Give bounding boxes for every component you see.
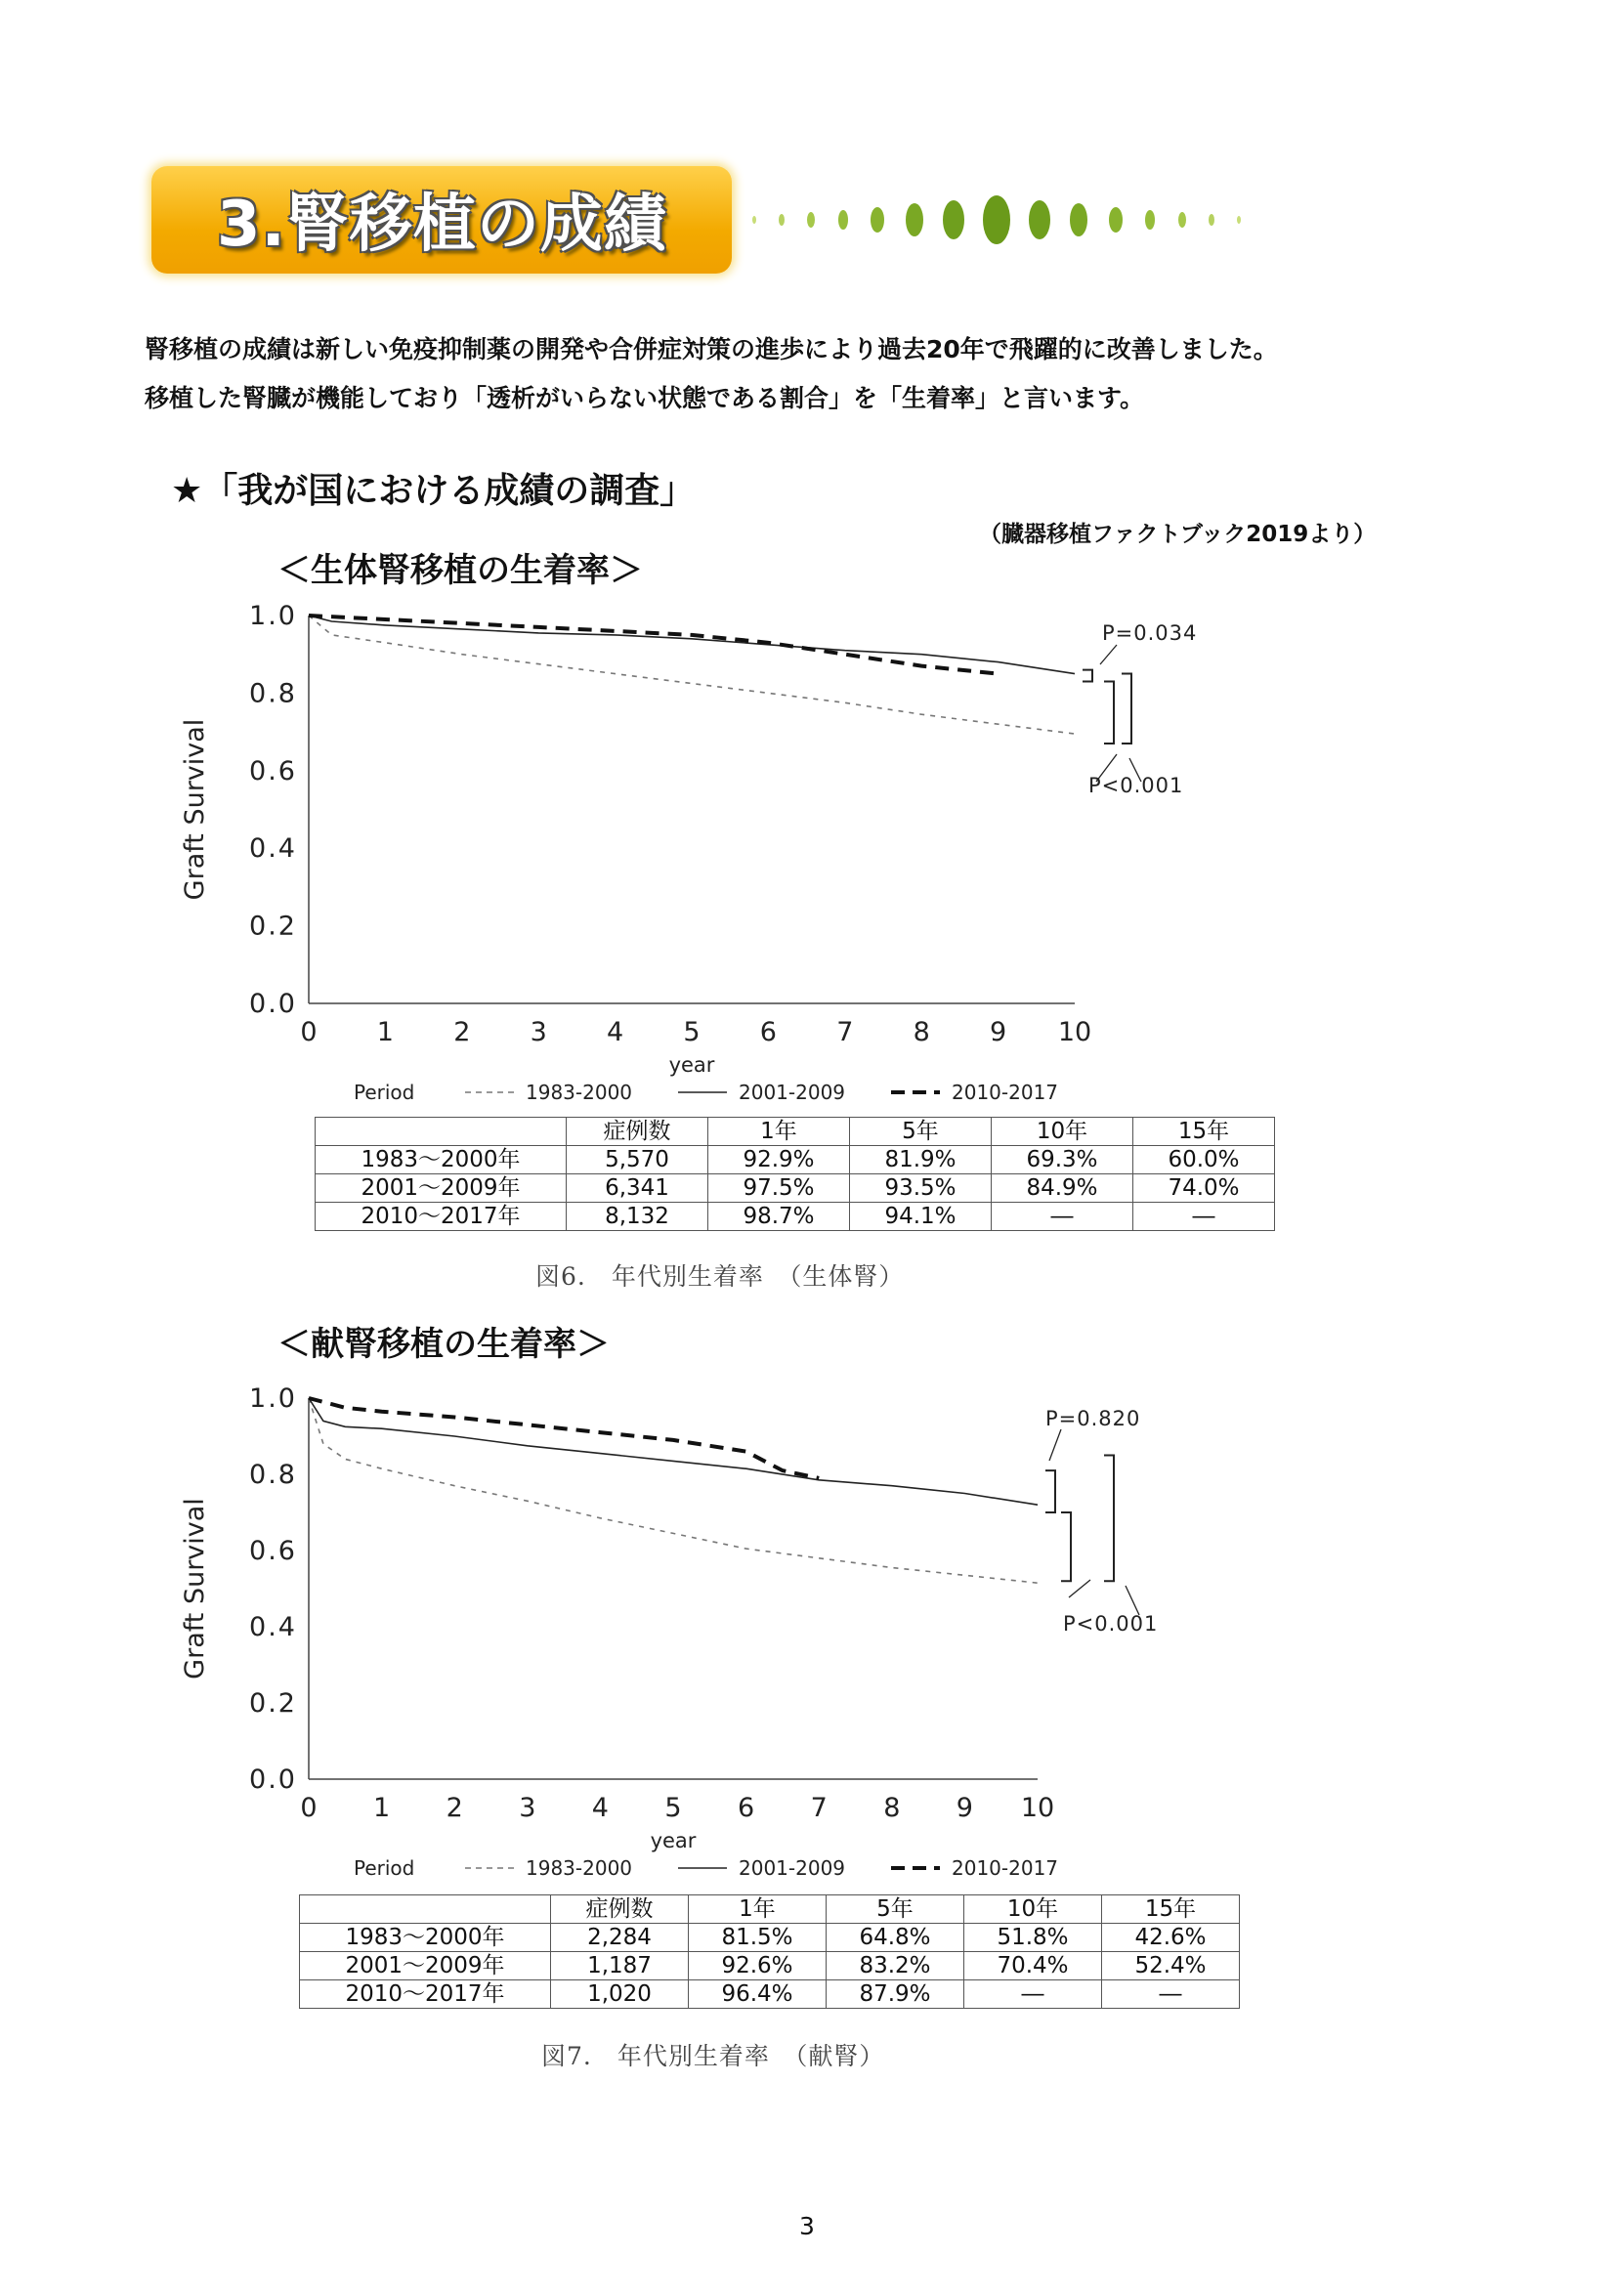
x-tick-label: 7 <box>810 1793 828 1823</box>
table-cell: 2001～2009年 <box>316 1174 567 1203</box>
p-value-label: P=0.034 <box>1102 621 1198 645</box>
x-axis-label: year <box>650 1829 697 1852</box>
table-header-cell: 1年 <box>708 1118 850 1146</box>
table-cell: 81.5% <box>689 1924 827 1952</box>
bracket-p3 <box>1104 1456 1114 1582</box>
x-axis-label: year <box>668 1053 715 1077</box>
series-line-2001-2009 <box>309 616 1075 674</box>
x-tick-label: 1 <box>376 1017 394 1047</box>
table-row <box>300 1952 1240 1980</box>
x-tick-label: 3 <box>519 1793 536 1823</box>
p-value-label: P<0.001 <box>1063 1612 1159 1636</box>
survey-heading: ★「我が国における成績の調査」 <box>171 471 696 511</box>
p-arrow <box>1126 1586 1139 1615</box>
table-cell: 84.9% <box>992 1174 1133 1203</box>
x-tick-label: 5 <box>664 1793 682 1823</box>
table-cell: 96.4% <box>689 1980 827 2009</box>
fig6-title: ＜生体腎移植の生着率＞ <box>277 551 643 590</box>
y-tick-label: 1.0 <box>249 601 297 631</box>
x-tick-label: 7 <box>836 1017 854 1047</box>
source-note: （臓器移植ファクトブック2019より） <box>979 522 1377 547</box>
x-tick-label: 8 <box>883 1793 901 1823</box>
section-title: 3.腎移植の成績 <box>217 189 667 261</box>
table-header-row <box>316 1118 1275 1146</box>
table-cell: 98.7% <box>708 1203 850 1231</box>
fig7-chart <box>156 1363 1426 1900</box>
x-tick-label: 4 <box>607 1017 624 1047</box>
x-tick-label: 8 <box>913 1017 930 1047</box>
table-row <box>316 1146 1275 1174</box>
legend-title: Period <box>354 1856 415 1880</box>
fig7-title: ＜献腎移植の生着率＞ <box>277 1325 610 1364</box>
bracket-p2 <box>1061 1512 1071 1581</box>
table-cell: 2001～2009年 <box>300 1952 551 1980</box>
table-cell: ― <box>1133 1203 1275 1231</box>
fig6-caption: 図6. 年代別生着率 （生体腎） <box>535 1262 905 1291</box>
intro-line-1: 腎移植の成績は新しい免疫抑制薬の開発や合併症対策の進歩により過去20年で飛躍的に改善しました。 <box>145 335 1278 363</box>
page-number: 3 <box>799 2212 815 2240</box>
table-header-cell: 10年 <box>964 1895 1102 1924</box>
x-tick-label: 3 <box>530 1017 547 1047</box>
fig6-table <box>315 1117 1275 1231</box>
table-cell: 1,020 <box>551 1980 689 2009</box>
table-cell: 64.8% <box>827 1924 964 1952</box>
fig7-table <box>299 1894 1240 2009</box>
table-cell: 93.5% <box>850 1174 992 1203</box>
x-tick-label: 6 <box>738 1793 755 1823</box>
table-row <box>300 1980 1240 2009</box>
table-header-cell <box>300 1895 551 1924</box>
series-line-2001-2009 <box>309 1398 1038 1505</box>
y-tick-label: 0.2 <box>249 1688 297 1719</box>
p-value-label: P<0.001 <box>1088 774 1184 797</box>
table-cell: 1983～2000年 <box>300 1924 551 1952</box>
table-header-cell: 15年 <box>1133 1118 1275 1146</box>
table-cell: 42.6% <box>1102 1924 1240 1952</box>
table-cell: 51.8% <box>964 1924 1102 1952</box>
table-cell: ― <box>964 1980 1102 2009</box>
p-value-label: P=0.820 <box>1045 1407 1141 1430</box>
legend-label: 1983-2000 <box>526 1081 633 1104</box>
table-cell: ― <box>992 1203 1133 1231</box>
y-axis-label: Graft Survival <box>180 718 210 901</box>
table-cell: 6,341 <box>567 1174 708 1203</box>
x-tick-label: 6 <box>759 1017 777 1047</box>
table-cell: 5,570 <box>567 1146 708 1174</box>
fig6-chart <box>156 586 1426 1124</box>
table-cell: 1983～2000年 <box>316 1146 567 1174</box>
x-tick-label: 9 <box>956 1793 973 1823</box>
series-line-1983-2000 <box>309 1398 1038 1583</box>
p-arrow <box>1069 1580 1090 1597</box>
x-tick-label: 1 <box>373 1793 391 1823</box>
x-tick-label: 10 <box>1057 1017 1092 1047</box>
table-cell: 2,284 <box>551 1924 689 1952</box>
table-cell: 2010～2017年 <box>300 1980 551 2009</box>
table-cell: 92.6% <box>689 1952 827 1980</box>
legend-title: Period <box>354 1081 415 1104</box>
intro-line-2: 移植した腎臓が機能しており「透析がいらない状態である割合」を「生着率」と言います。 <box>145 384 1145 412</box>
table-cell: 74.0% <box>1133 1174 1275 1203</box>
y-tick-label: 0.8 <box>249 678 297 709</box>
fig7-caption: 図7. 年代別生着率 （献腎） <box>541 2042 885 2070</box>
table-cell: 2010～2017年 <box>316 1203 567 1231</box>
table-header-cell <box>316 1118 567 1146</box>
series-line-2010-2017 <box>309 1398 819 1478</box>
table-header-row <box>300 1895 1240 1924</box>
x-tick-label: 2 <box>453 1017 471 1047</box>
table-header-cell: 5年 <box>850 1118 992 1146</box>
p-arrow <box>1049 1429 1061 1461</box>
table-header-cell: 5年 <box>827 1895 964 1924</box>
table-header-cell: 1年 <box>689 1895 827 1924</box>
p-arrow <box>1100 645 1117 664</box>
y-tick-label: 0.4 <box>249 1612 297 1642</box>
x-tick-label: 5 <box>683 1017 701 1047</box>
bracket-p1 <box>1045 1470 1055 1512</box>
series-line-2010-2017 <box>309 616 999 674</box>
table-cell: 97.5% <box>708 1174 850 1203</box>
table-row <box>300 1924 1240 1952</box>
legend-label: 2010-2017 <box>952 1081 1059 1104</box>
table-row <box>316 1174 1275 1203</box>
x-tick-label: 9 <box>990 1017 1007 1047</box>
x-tick-label: 2 <box>446 1793 463 1823</box>
table-cell: 94.1% <box>850 1203 992 1231</box>
legend-label: 1983-2000 <box>526 1856 633 1880</box>
table-header-cell: 15年 <box>1102 1895 1240 1924</box>
table-cell: 52.4% <box>1102 1952 1240 1980</box>
table-header-cell: 10年 <box>992 1118 1133 1146</box>
table-cell: 92.9% <box>708 1146 850 1174</box>
table-header-cell: 症例数 <box>567 1118 708 1146</box>
legend-label: 2001-2009 <box>739 1856 846 1880</box>
y-tick-label: 1.0 <box>249 1383 297 1414</box>
y-tick-label: 0.8 <box>249 1460 297 1490</box>
table-cell: 83.2% <box>827 1952 964 1980</box>
table-row <box>316 1203 1275 1231</box>
x-tick-label: 0 <box>300 1793 318 1823</box>
table-cell: 1,187 <box>551 1952 689 1980</box>
table-cell: 81.9% <box>850 1146 992 1174</box>
table-cell: 8,132 <box>567 1203 708 1231</box>
y-tick-label: 0.2 <box>249 911 297 942</box>
y-tick-label: 0.6 <box>249 1536 297 1566</box>
table-cell: 60.0% <box>1133 1146 1275 1174</box>
decorative-dots <box>743 191 1290 249</box>
table-cell: 69.3% <box>992 1146 1133 1174</box>
y-tick-label: 0.0 <box>249 989 297 1019</box>
table-header-cell: 症例数 <box>551 1895 689 1924</box>
bracket-p1 <box>1083 670 1092 682</box>
bracket-p2 <box>1104 681 1114 744</box>
y-tick-label: 0.6 <box>249 755 297 787</box>
table-cell: 70.4% <box>964 1952 1102 1980</box>
table-cell: 87.9% <box>827 1980 964 2009</box>
legend-label: 2010-2017 <box>952 1856 1059 1880</box>
table-cell: ― <box>1102 1980 1240 2009</box>
bracket-p3 <box>1122 674 1131 744</box>
y-axis-label: Graft Survival <box>180 1498 210 1679</box>
x-tick-label: 4 <box>591 1793 609 1823</box>
x-tick-label: 10 <box>1020 1793 1055 1823</box>
y-tick-label: 0.4 <box>249 833 297 865</box>
y-tick-label: 0.0 <box>249 1765 297 1795</box>
legend-label: 2001-2009 <box>739 1081 846 1104</box>
x-tick-label: 0 <box>300 1017 318 1047</box>
